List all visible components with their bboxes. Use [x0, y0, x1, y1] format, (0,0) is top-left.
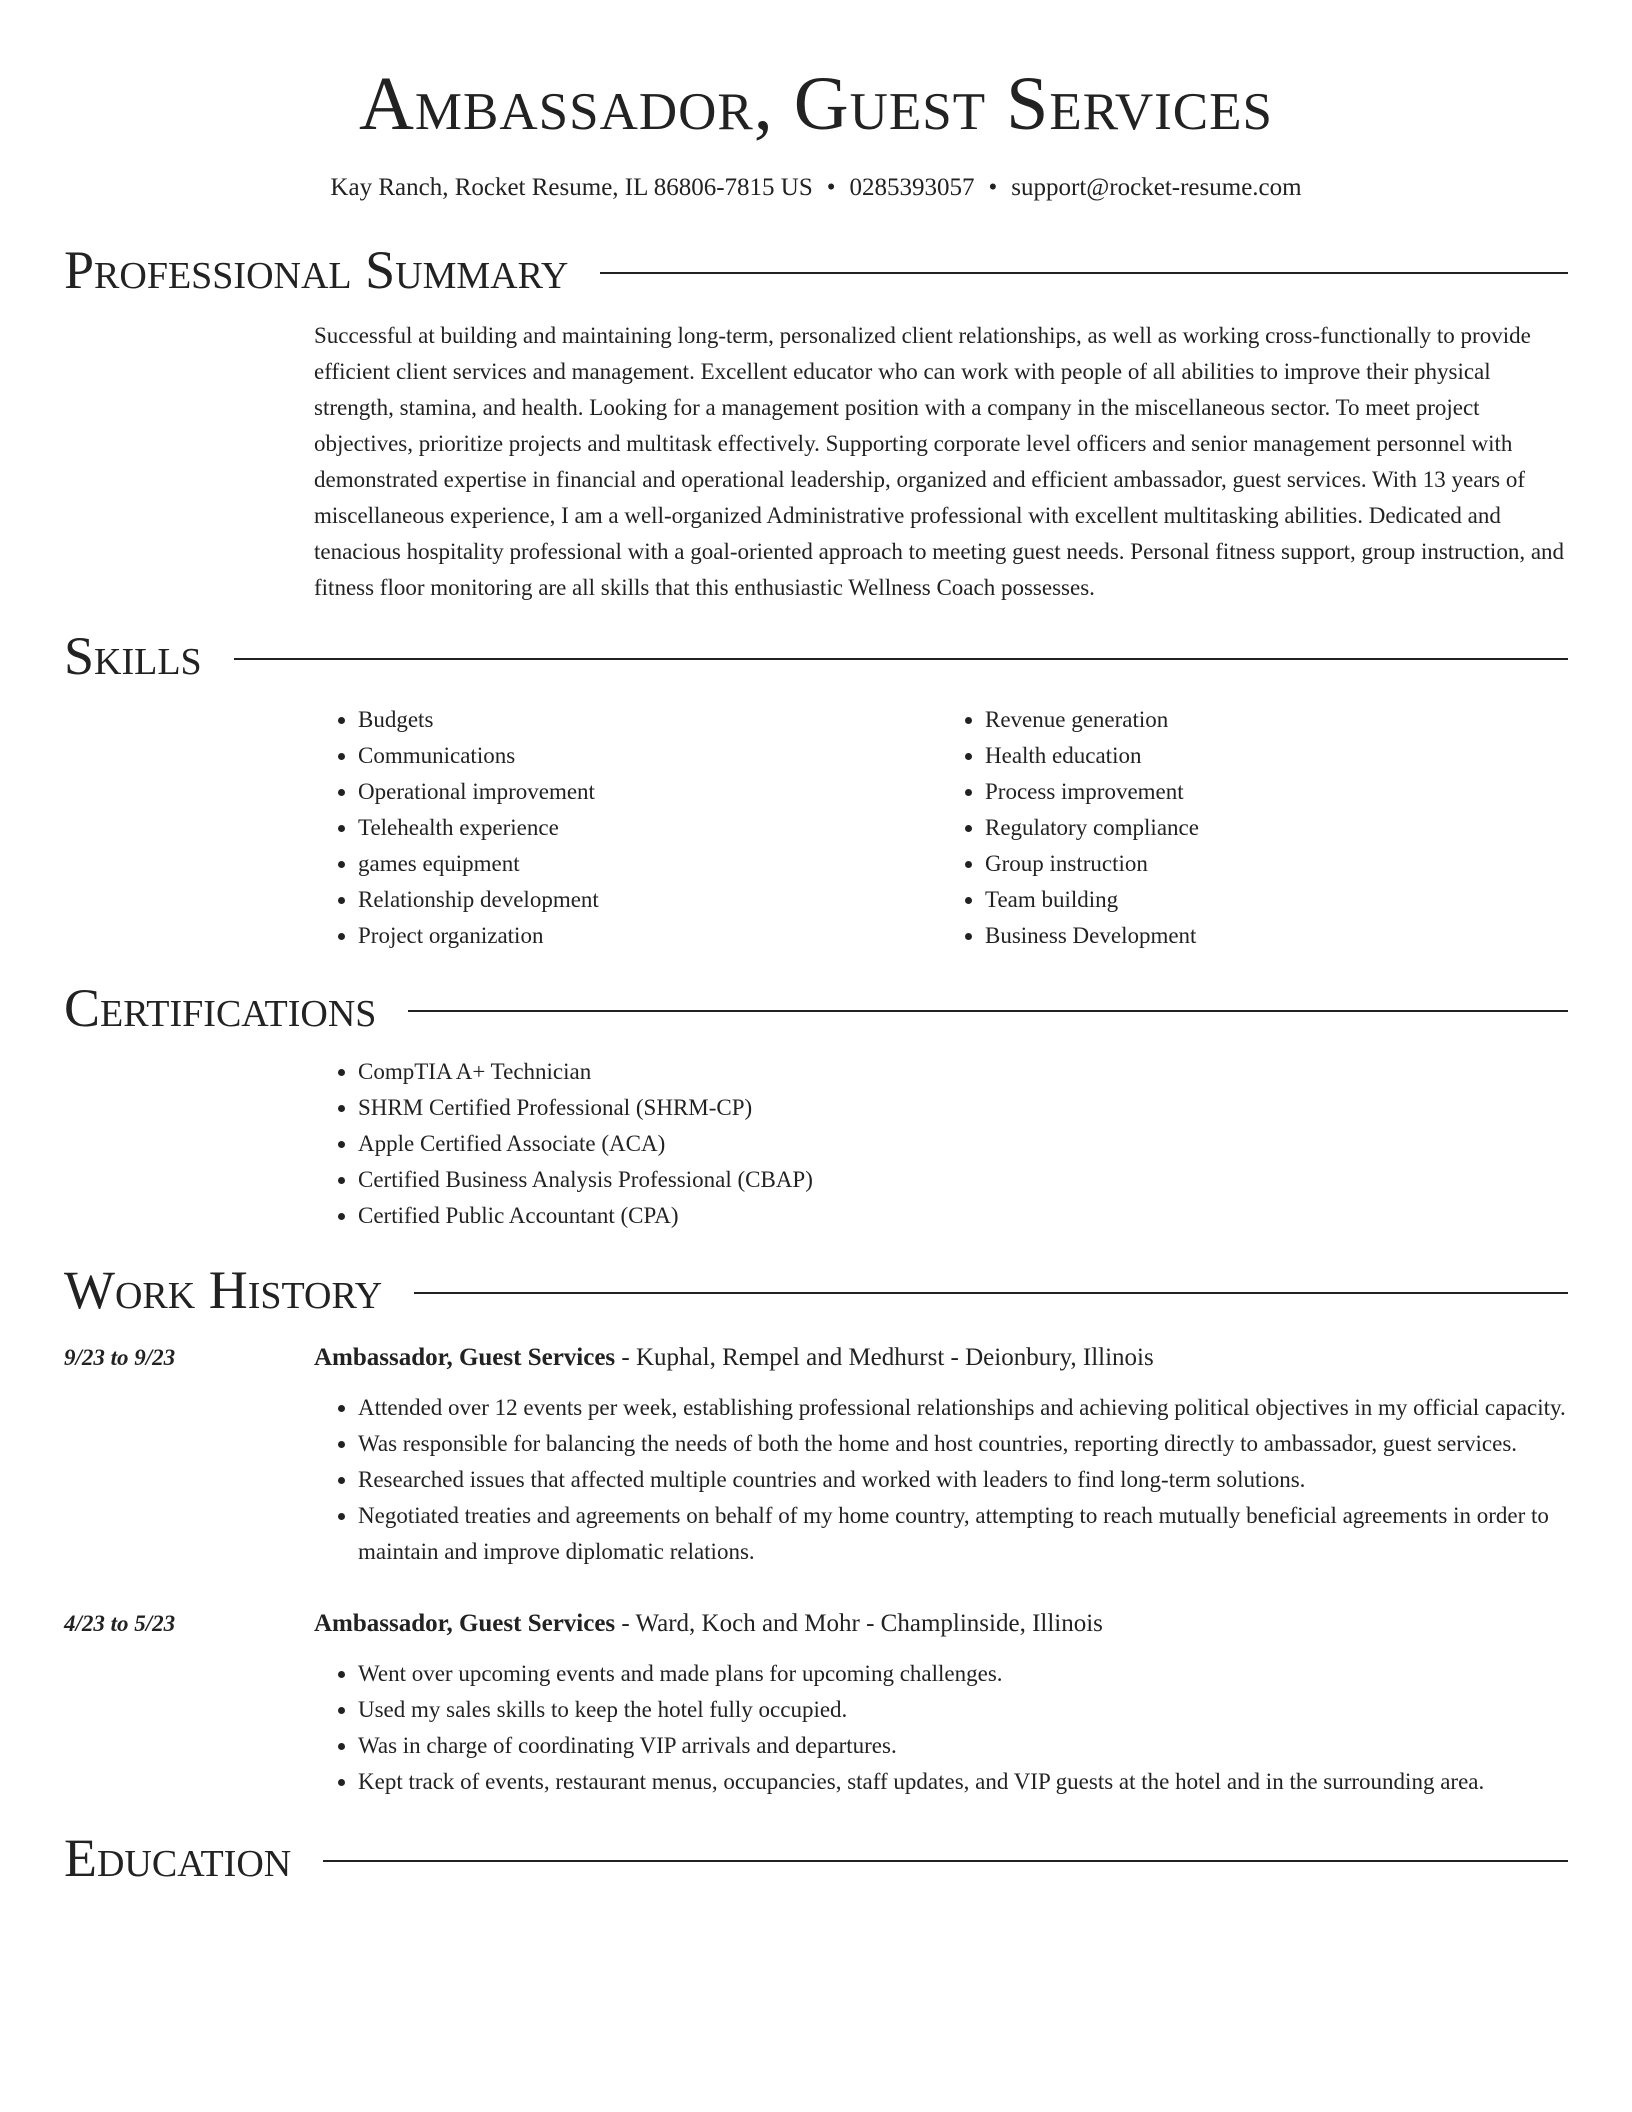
certifications-section — [64, 972, 1568, 1234]
skills-list-right — [941, 702, 1568, 954]
section-header — [64, 234, 1568, 306]
certification-item: • Apple Certified Associate (ACA) — [358, 1126, 1568, 1162]
summary-section — [64, 234, 1568, 606]
job-heading — [314, 1606, 1568, 1642]
job-bullet: • Went over upcoming events and made plans for upcoming challenges. — [358, 1656, 1568, 1692]
certification-item: • Certified Public Accountant (CPA) — [358, 1198, 1568, 1234]
work-history-section — [64, 1254, 1568, 1800]
certification-item: • SHRM Certified Professional (SHRM-CP) — [358, 1090, 1568, 1126]
skill-item: • Telehealth experience — [358, 810, 941, 846]
skill-item: • Revenue generation — [985, 702, 1568, 738]
job-bullet: • Was in charge of coordinating VIP arrivals and departures. — [358, 1728, 1568, 1764]
job-bullet: • Negotiated treaties and agreements on behalf of my home country, attempting to reach mutually beneficial agreements in order to maintain and improve diplomatic relations. — [358, 1498, 1568, 1570]
skill-item: • Group instruction — [985, 846, 1568, 882]
job-dates: 4/23 to 5/23 — [64, 1611, 176, 1636]
job-bullets — [314, 1390, 1568, 1570]
section-divider — [600, 272, 1568, 274]
skill-item: • Operational improvement — [358, 774, 941, 810]
section-title-work-history: Work History — [64, 1260, 383, 1320]
summary-text: Successful at building and maintaining long-term, personalized client relationships, as well as working cross-functionally to provide efficient client services and management. Excellent educator who can work with people of all abilities to improve their physical strength, stamina, and health. Looking for a management position with a company in the miscellaneous sector. To meet project objectives, prioritize projects and multitask effectively. Supporting corporate level officers and senior management personnel with demonstrated expertise in financial and operational leadership, organized and efficient ambassador, guest services. With 13 years of miscellaneous experience, I am a well-organized Administrative professional with excellent multitasking abilities. Dedicated and tenacious hospitality professional with a goal-oriented approach to meeting guest needs. Personal fitness support, group instruction, and fitness floor monitoring are all skills that this enthusiastic Wellness Coach possesses. — [314, 323, 1565, 600]
job-details: - Kuphal, Rempel and Medhurst - Deionbury, Illinois — [615, 1344, 1154, 1371]
job-bullets — [314, 1656, 1568, 1800]
contact-address: Kay Ranch, Rocket Resume, IL 86806-7815 US — [330, 174, 813, 201]
job-bullet: • Researched issues that affected multiple countries and worked with leaders to find long-term solutions. — [358, 1462, 1568, 1498]
certification-item: • Certified Business Analysis Professional (CBAP) — [358, 1162, 1568, 1198]
section-header — [64, 1822, 1568, 1894]
skill-item: • Communications — [358, 738, 941, 774]
section-header — [64, 620, 1568, 692]
contact-separator: • — [988, 174, 998, 201]
section-header — [64, 972, 1568, 1044]
skill-item: • Budgets — [358, 702, 941, 738]
section-title-skills: Skills — [64, 626, 202, 686]
skills-section — [64, 620, 1568, 954]
summary-body — [314, 318, 1568, 606]
job-heading — [314, 1340, 1568, 1376]
section-title-summary: Professional Summary — [64, 240, 569, 300]
job-bullet: • Kept track of events, restaurant menus, occupancies, staff updates, and VIP guests at the hotel and in the surrounding area. — [358, 1764, 1568, 1800]
skill-item: • Health education — [985, 738, 1568, 774]
section-header — [64, 1254, 1568, 1326]
job-role: Ambassador, Guest Services — [314, 1344, 616, 1371]
skill-item: • Process improvement — [985, 774, 1568, 810]
resume-title: Ambassador, Guest Services — [358, 62, 1274, 146]
skill-item: • Business Development — [985, 918, 1568, 954]
job-bullet: • Was responsible for balancing the needs of both the home and host countries, reporting directly to ambassador, guest services. — [358, 1426, 1568, 1462]
skill-item: • Relationship development — [358, 882, 941, 918]
job-dates: 9/23 to 9/23 — [64, 1345, 176, 1370]
contact-phone: 0285393057 — [849, 174, 975, 201]
section-divider — [408, 1010, 1568, 1012]
certification-item: • CompTIA A+ Technician — [358, 1054, 1568, 1090]
section-divider — [234, 658, 1568, 660]
job-entry — [64, 1606, 1568, 1800]
job-bullet: • Used my sales skills to keep the hotel fully occupied. — [358, 1692, 1568, 1728]
skills-grid — [314, 702, 1568, 954]
certifications-list — [314, 1054, 1568, 1234]
job-entry — [64, 1340, 1568, 1570]
education-section — [64, 1822, 1568, 1894]
job-details: - Ward, Koch and Mohr - Champlinside, Illinois — [615, 1610, 1103, 1637]
skill-item: • Team building — [985, 882, 1568, 918]
skills-list-left — [314, 702, 941, 954]
section-divider — [414, 1292, 1568, 1294]
skill-item: • Regulatory compliance — [985, 810, 1568, 846]
job-role: Ambassador, Guest Services — [314, 1610, 616, 1637]
job-bullet: • Attended over 12 events per week, establishing professional relationships and achieving political objectives in my official capacity. — [358, 1390, 1568, 1426]
resume-page — [64, 0, 1568, 1894]
contact-line — [64, 172, 1568, 204]
skill-item: • games equipment — [358, 846, 941, 882]
section-title-education: Education — [64, 1828, 292, 1888]
contact-email[interactable]: support@rocket-resume.com — [1011, 174, 1302, 201]
skill-item: • Project organization — [358, 918, 941, 954]
section-title-certifications: Certifications — [64, 978, 377, 1038]
contact-separator: • — [826, 174, 836, 201]
section-divider — [323, 1860, 1568, 1862]
certifications-body — [314, 1054, 1568, 1234]
